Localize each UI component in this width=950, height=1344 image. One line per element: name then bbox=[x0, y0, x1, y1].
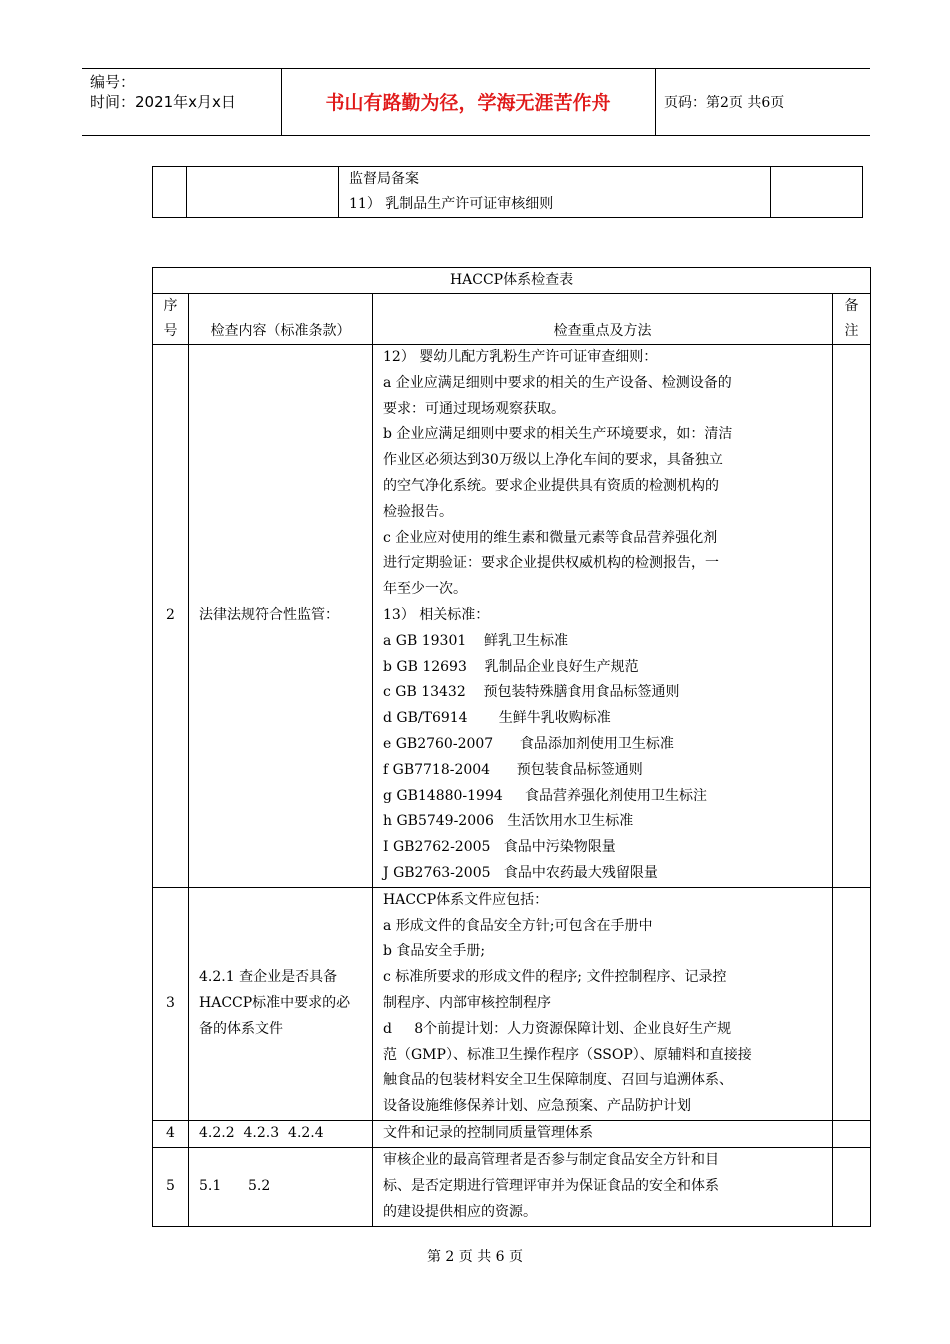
continuation-table bbox=[152, 166, 863, 218]
focus-line: a 形成文件的食品安全方针;可包含在手册中 bbox=[383, 917, 653, 934]
content-line: 4.2.1 查企业是否具备 bbox=[199, 969, 338, 986]
continuation-cell-focus bbox=[339, 167, 771, 218]
table-row bbox=[153, 887, 871, 1120]
focus-line: 的空气净化系统。要求企业提供具有资质的检测机构的 bbox=[383, 477, 719, 494]
focus-line: b 企业应满足细则中要求的相关生产环境要求，如：清洁 bbox=[383, 426, 733, 443]
table-title: HACCP体系检查表 bbox=[153, 268, 871, 294]
focus-line: 12） 婴幼儿配方乳粉生产许可证审查细则： bbox=[383, 349, 658, 365]
content-line: 备的体系文件 bbox=[199, 1020, 283, 1037]
focus-line: f GB7718-2004 预包装食品标签通则 bbox=[383, 761, 643, 778]
focus-line: 触食品的包装材料安全卫生保障制度、召回与追溯体系、 bbox=[383, 1072, 733, 1089]
row-note bbox=[833, 887, 871, 1120]
focus-line: b 食品安全手册; bbox=[383, 943, 486, 960]
column-header-seq-line: 号 bbox=[163, 323, 178, 339]
header-divider-left bbox=[281, 69, 282, 136]
continuation-cell-seq bbox=[153, 167, 187, 218]
continuation-cell-note bbox=[771, 167, 863, 218]
row-focus bbox=[373, 1147, 833, 1226]
header-motto: 书山有路勤为径，学海无涯苦作舟 bbox=[325, 92, 611, 114]
continuation-cell-content bbox=[187, 167, 339, 218]
focus-line: c GB 13432 预包装特殊膳食用食品标签通则 bbox=[383, 684, 680, 701]
focus-line: 设备设施维修保养计划、应急预案、产品防护计划 bbox=[383, 1098, 691, 1115]
column-header-note-line: 备 bbox=[844, 298, 859, 314]
focus-line: b GB 12693 乳制品企业良好生产规范 bbox=[383, 658, 639, 675]
header-bottom-rule bbox=[82, 135, 870, 136]
focus-line: 进行定期验证：要求企业提供权威机构的检测报告，一 bbox=[383, 555, 719, 572]
focus-line: c 企业应对使用的维生素和微量元素等食品营养强化剂 bbox=[383, 529, 718, 546]
table-row bbox=[153, 345, 871, 888]
focus-line: d GB/T6914 生鲜牛乳收购标准 bbox=[383, 710, 611, 727]
haccp-checklist-table bbox=[152, 267, 871, 1227]
document-number-label: 编号： bbox=[90, 73, 136, 91]
row-focus bbox=[373, 1120, 833, 1147]
focus-line: g GB14880-1994 食品营养强化剂使用卫生标注 bbox=[383, 787, 708, 804]
table-row bbox=[153, 1120, 871, 1147]
row-content: 5.1 5.2 bbox=[189, 1147, 373, 1226]
focus-line: 作业区必须达到30万级以上净化车间的要求，具备独立 bbox=[383, 452, 723, 469]
content-line: HACCP标准中要求的必 bbox=[199, 994, 351, 1011]
focus-line: 的建设提供相应的资源。 bbox=[383, 1203, 537, 1220]
focus-line: h GB5749-2006 生活饮用水卫生标准 bbox=[383, 813, 634, 830]
document-time-label: 时间：2021年x月x日 bbox=[90, 93, 236, 111]
header-divider-right bbox=[655, 69, 656, 136]
focus-line: 检验报告。 bbox=[383, 503, 453, 520]
header-page-info: 页码：第2页 共6页 bbox=[664, 95, 785, 111]
focus-line: c 标准所要求的形成文件的程序; 文件控制程序、记录控 bbox=[383, 969, 727, 986]
focus-line: a 企业应满足细则中要求的相关的生产设备、检测设备的 bbox=[383, 374, 732, 391]
row-note bbox=[833, 345, 871, 888]
focus-line: 要求：可通过现场观察获取。 bbox=[383, 400, 565, 417]
row-seq: 4 bbox=[153, 1120, 189, 1147]
row-seq: 2 bbox=[153, 345, 189, 888]
row-content: 法律法规符合性监管： bbox=[189, 345, 373, 888]
column-header-content: 检查内容（标准条款） bbox=[189, 294, 373, 345]
row-content: 4.2.2 4.2.3 4.2.4 bbox=[189, 1120, 373, 1147]
row-note bbox=[833, 1120, 871, 1147]
row-focus bbox=[373, 887, 833, 1120]
table-header-row bbox=[153, 294, 871, 345]
row-focus bbox=[373, 345, 833, 888]
focus-line: 13） 相关标准： bbox=[383, 606, 490, 623]
row-content bbox=[189, 887, 373, 1120]
focus-line: 范（GMP）、标准卫生操作程序（SSOP）、原辅料和直接接 bbox=[383, 1046, 752, 1063]
focus-line: 文件和记录的控制同质量管理体系 bbox=[383, 1124, 593, 1141]
column-header-note bbox=[833, 294, 871, 345]
column-header-focus: 检查重点及方法 bbox=[373, 294, 833, 345]
row-seq: 5 bbox=[153, 1147, 189, 1226]
row-seq: 3 bbox=[153, 887, 189, 1120]
table-row bbox=[153, 1147, 871, 1226]
header-top-rule bbox=[82, 68, 870, 69]
focus-line: 审核企业的最高管理者是否参与制定食品安全方针和目 bbox=[383, 1151, 719, 1168]
column-header-seq bbox=[153, 294, 189, 345]
continuation-line: 11） 乳制品生产许可证审核细则 bbox=[349, 196, 554, 212]
header-meta bbox=[90, 72, 236, 112]
focus-line: 年至少一次。 bbox=[383, 581, 467, 598]
focus-line: e GB2760-2007 食品添加剂使用卫生标准 bbox=[383, 735, 674, 752]
focus-line: 制程序、内部审核控制程序 bbox=[383, 994, 551, 1011]
focus-line: 标、是否定期进行管理评审并为保证食品的安全和体系 bbox=[383, 1177, 719, 1194]
focus-line: HACCP体系文件应包括： bbox=[383, 891, 549, 908]
row-note bbox=[833, 1147, 871, 1226]
page-footer: 第 2 页 共 6 页 bbox=[426, 1249, 524, 1265]
focus-line: J GB2763-2005 食品中农药最大残留限量 bbox=[383, 864, 658, 881]
column-header-seq-line: 序 bbox=[163, 298, 178, 314]
focus-line: a GB 19301 鲜乳卫生标准 bbox=[383, 632, 569, 649]
continuation-line: 监督局备案 bbox=[349, 171, 419, 187]
focus-line: d 8个前提计划：人力资源保障计划、企业良好生产规 bbox=[383, 1020, 732, 1037]
column-header-note-line: 注 bbox=[844, 323, 859, 339]
focus-line: I GB2762-2005 食品中污染物限量 bbox=[383, 839, 616, 856]
